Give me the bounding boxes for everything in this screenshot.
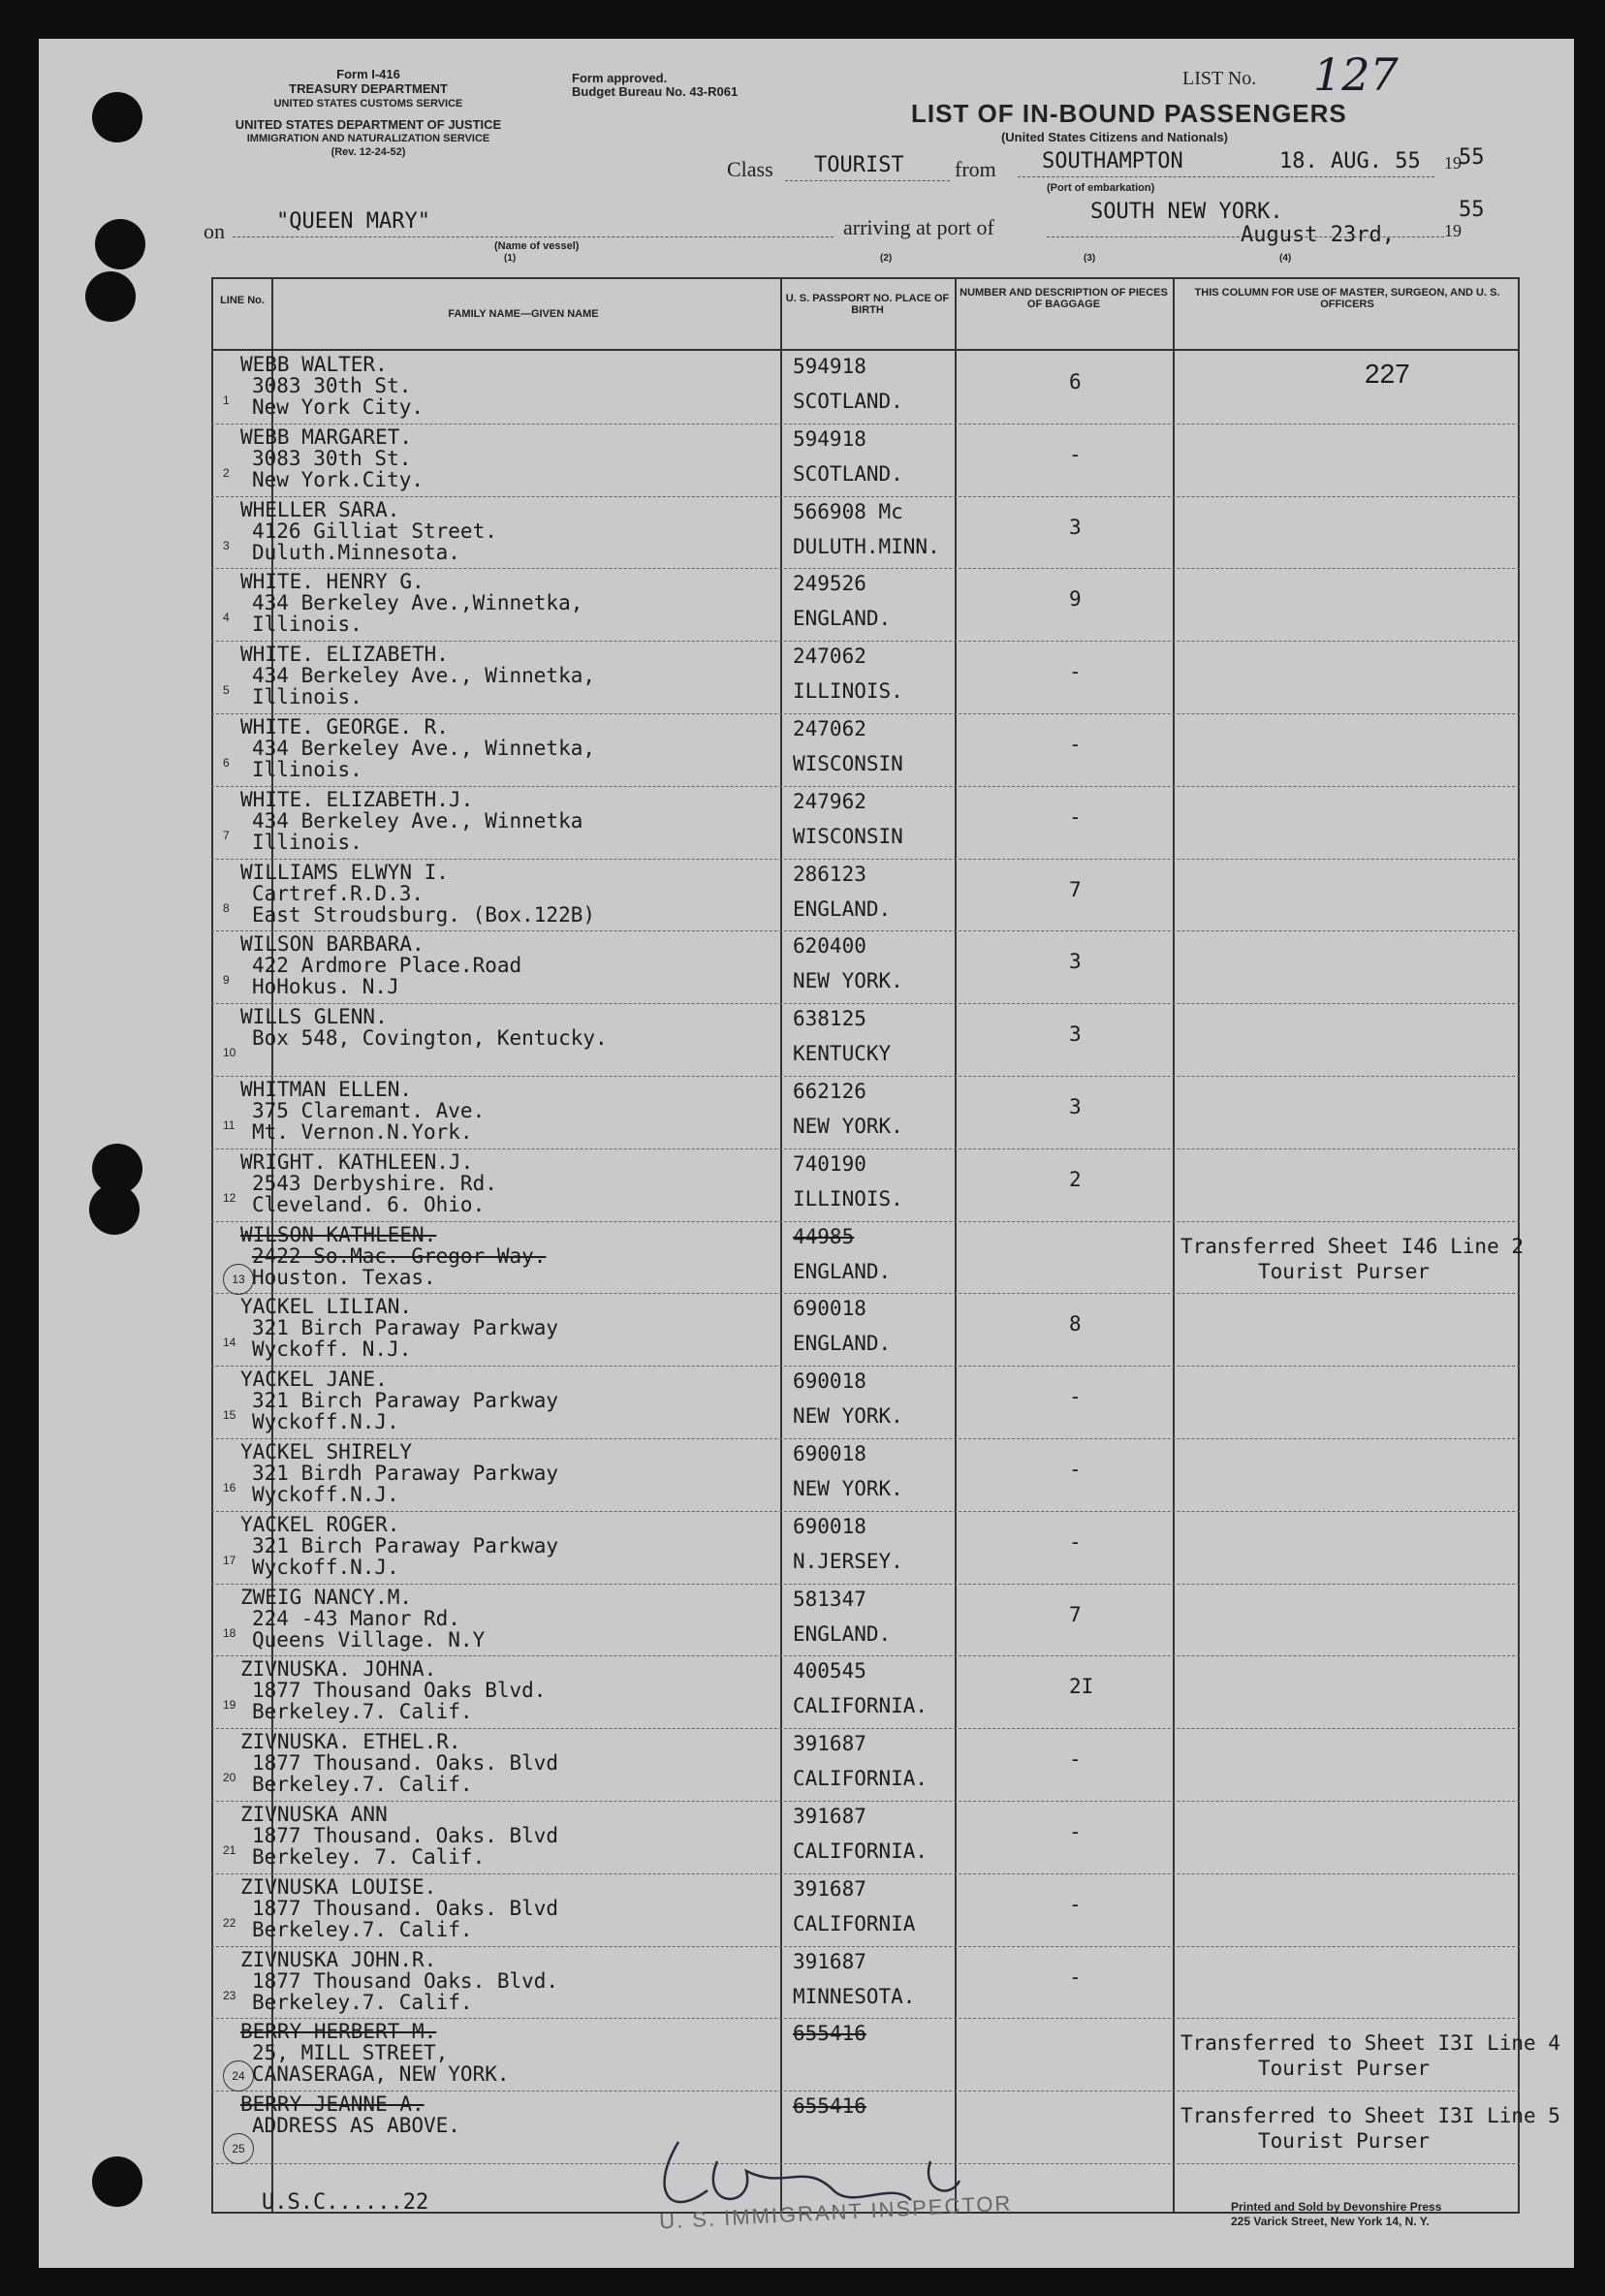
passenger-name: WILLIAMS ELWYN I. (240, 860, 449, 884)
passport-number: 638125 (793, 1007, 866, 1031)
passenger-name: WHITE. HENRY G. (240, 570, 425, 594)
line-number: 24 (223, 2060, 254, 2092)
baggage-count: 9 (1069, 587, 1082, 612)
year-value: 55 (1459, 145, 1485, 170)
embarkation-note: (Port of embarkation) (1047, 182, 1155, 194)
address-line-1: 25, MILL STREET, (252, 2041, 449, 2065)
baggage-count: - (1069, 1965, 1082, 1989)
table-row (211, 2018, 1560, 2092)
line-number: 16 (223, 1481, 236, 1494)
place-of-birth: N.JERSEY. (793, 1549, 903, 1573)
baggage-count: 2I (1069, 1675, 1094, 1699)
passport-number: 566908 Mc (793, 499, 903, 523)
col-num-4: (4) (1279, 253, 1292, 264)
address-line-2: New York City. (252, 395, 425, 419)
passenger-name: YACKEL LILIAN. (240, 1295, 413, 1319)
line-number: 12 (223, 1190, 236, 1205)
passport-number: 286123 (793, 862, 866, 886)
place-of-birth: ENGLAND. (793, 1259, 892, 1283)
address-line-2: Illinois. (252, 613, 362, 637)
line-number: 7 (223, 828, 230, 842)
table-row (211, 641, 1520, 714)
passenger-name: WHITE. GEORGE. R. (240, 715, 449, 739)
line-number: 13 (223, 1264, 254, 1295)
place-of-birth: ENGLAND. (793, 1332, 892, 1356)
officer-note: Transferred to Sheet I3I Line 4 (1180, 2031, 1560, 2056)
passenger-name: ZIVNUSKA. JOHNA. (240, 1657, 437, 1682)
from-value: SOUTHAMPTON (1042, 149, 1183, 173)
line-number: 9 (223, 973, 230, 988)
line-number: 1 (223, 393, 230, 407)
line-number: 23 (223, 1988, 236, 2002)
address-line-2: Illinois. (252, 830, 362, 854)
address-line-2: Queens Village. N.Y (252, 1627, 486, 1651)
printer-line-1: Printed and Sold by Devonshire Press (1231, 2200, 1442, 2214)
place-of-birth: DULUTH.MINN. (793, 534, 940, 558)
passport-number: 391687 (793, 1805, 866, 1828)
printer-line-2: 225 Varick Street, New York 14, N. Y. (1231, 2215, 1430, 2228)
passport-number: 655416 (793, 2094, 866, 2119)
table-row (211, 1003, 1520, 1077)
passenger-name: BERRY HERBERT M. (240, 2020, 437, 2044)
col-header-name: FAMILY NAME—GIVEN NAME (448, 308, 599, 320)
baggage-count: - (1069, 733, 1082, 756)
passport-number: 655416 (793, 2022, 866, 2046)
address-line-1: 2543 Derbyshire. Rd. (252, 1171, 497, 1195)
col-num-1: (1) (504, 253, 517, 264)
place-of-birth: CALIFORNIA. (793, 1767, 928, 1791)
passenger-name: WILSON BARBARA. (240, 932, 425, 957)
line-number: 21 (223, 1843, 236, 1857)
passenger-name: WILSON KATHLEEN. (240, 1222, 437, 1246)
table-row (211, 1655, 1520, 1729)
officer-note-2: Tourist Purser (1258, 1259, 1431, 1283)
class-label: Class (727, 157, 773, 181)
address-line-1: Cartref.R.D.3. (252, 881, 425, 905)
passenger-name: BERRY JEANNE A. (240, 2092, 425, 2117)
place-of-birth: ENGLAND. (793, 896, 892, 921)
table-row (211, 1366, 1520, 1439)
passport-number: 391687 (793, 1949, 866, 1973)
table-row (211, 1728, 1520, 1802)
date-value: 18. AUG. 55 (1279, 149, 1421, 173)
place-of-birth: MINNESOTA. (793, 1984, 916, 2008)
address-line-2: Berkeley.7. Calif. (252, 1700, 473, 1724)
col-header-officers: THIS COLUMN FOR USE OF MASTER, SURGEON, AND U. S. OFFICERS (1194, 287, 1500, 310)
col-header-line: LINE No. (220, 295, 265, 306)
table-row (211, 1801, 1520, 1874)
baggage-count: 3 (1069, 1022, 1082, 1047)
address-line-2: East Stroudsburg. (Box.122B) (252, 902, 596, 927)
baggage-count: - (1069, 1747, 1082, 1772)
manifest-page (39, 39, 1574, 2268)
place-of-birth: SCOTLAND. (793, 461, 903, 486)
passport-number: 690018 (793, 1514, 866, 1538)
vessel-name: "QUEEN MARY" (276, 209, 430, 234)
address-line-1: 321 Birdh Paraway Parkway (252, 1462, 559, 1485)
line-number: 11 (223, 1118, 236, 1132)
address-line-2: Wyckoff.N.J. (252, 1410, 399, 1434)
officer-note: Transferred Sheet I46 Line 2 (1180, 1234, 1525, 1258)
address-line-1: 1877 Thousand. Oaks. Blvd (252, 1896, 559, 1920)
baggage-count: 3 (1069, 950, 1082, 974)
place-of-birth: KENTUCKY (793, 1042, 892, 1066)
binder-hole (92, 2156, 142, 2207)
justice-dept: UNITED STATES DEPARTMENT OF JUSTICE (235, 117, 502, 132)
place-of-birth: CALIFORNIA. (793, 1840, 928, 1863)
inspector-stamp: U. S. IMMIGRANT INSPECTOR (658, 2190, 1013, 2234)
passenger-name: WHITE. ELIZABETH. (240, 643, 449, 667)
passenger-name: YACKEL JANE. (240, 1368, 388, 1392)
arrival-date: August 23rd, (1241, 223, 1395, 247)
col-header-passport: U. S. PASSPORT NO. PLACE OF BIRTH (785, 293, 950, 316)
list-no-label: LIST No. (1182, 68, 1257, 89)
line-number: 10 (223, 1046, 236, 1060)
passport-number: 690018 (793, 1297, 866, 1321)
address-line-1: 375 Claremant. Ave. (252, 1099, 486, 1122)
address-line-1: 1877 Thousand Oaks. Blvd. (252, 1968, 559, 1993)
class-value: TOURIST (814, 153, 904, 177)
table-row (211, 1511, 1520, 1585)
line-number: 19 (223, 1698, 236, 1713)
address-line-1: 434 Berkeley Ave.,Winnetka, (252, 591, 583, 615)
line-number: 22 (223, 1915, 236, 1930)
address-line-2: Illinois. (252, 685, 362, 709)
line-number: 14 (223, 1336, 236, 1350)
line-number: 8 (223, 900, 230, 915)
address-line-2: Berkeley.7. Calif. (252, 1990, 473, 2014)
place-of-birth: NEW YORK. (793, 1404, 903, 1429)
address-line-2: New York.City. (252, 467, 425, 491)
passenger-name: YACKEL SHIRELY (240, 1440, 413, 1463)
address-line-2: Illinois. (252, 758, 362, 781)
passenger-name: WEBB MARGARET. (240, 425, 413, 449)
line-number: 6 (223, 756, 230, 770)
baggage-count: 6 (1069, 370, 1082, 393)
baggage-count: - (1069, 1385, 1082, 1409)
binder-hole (95, 219, 145, 269)
arriving-label: arriving at port of (843, 215, 994, 239)
list-no-value: 127 (1313, 48, 1399, 101)
address-line-1: 1877 Thousand. Oaks. Blvd (252, 1824, 559, 1847)
treasury-dept: TREASURY DEPARTMENT (289, 81, 448, 96)
line-number: 17 (223, 1553, 236, 1567)
address-line-2: Berkeley.7. Calif. (252, 1917, 473, 1941)
place-of-birth: WISCONSIN (793, 752, 903, 775)
passport-number: 44985 (793, 1224, 855, 1248)
address-line-1: 3083 30th St. (252, 374, 412, 397)
page-subtitle: (United States Citizens and Nationals) (1000, 130, 1229, 144)
baggage-count: - (1069, 1892, 1082, 1916)
year-prefix-2: 19 (1444, 221, 1462, 240)
address-line-1: 1877 Thousand Oaks Blvd. (252, 1679, 547, 1703)
table-row (211, 568, 1520, 642)
passport-number: 594918 (793, 355, 866, 378)
address-line-1: 434 Berkeley Ave., Winnetka, (252, 737, 596, 760)
passport-number: 247962 (793, 789, 866, 813)
year-prefix: 19 (1444, 153, 1462, 173)
table-row (211, 713, 1520, 787)
passenger-name: YACKEL ROGER. (240, 1512, 400, 1536)
address-line-2: Wyckoff.N.J. (252, 1483, 399, 1506)
passenger-name: ZIVNUSKA. ETHEL.R. (240, 1730, 461, 1754)
address-line-1: 321 Birch Paraway Parkway (252, 1389, 559, 1413)
place-of-birth: CALIFORNIA. (793, 1694, 928, 1718)
place-of-birth: ENGLAND. (793, 607, 892, 631)
address-line-1: 224 -43 Manor Rd. (252, 1606, 460, 1630)
passport-number: 620400 (793, 934, 866, 959)
address-line-1: 434 Berkeley Ave., Winnetka, (252, 664, 596, 688)
address-line-1: 2422 So.Mac. Gregor Way. (252, 1243, 547, 1268)
address-line-1: 321 Birch Paraway Parkway (252, 1316, 559, 1340)
binder-hole (89, 1184, 140, 1235)
ins-service: IMMIGRATION AND NATURALIZATION SERVICE (246, 133, 490, 144)
table-row (211, 1946, 1520, 2020)
baggage-count: - (1069, 1529, 1082, 1554)
baggage-count: 8 (1069, 1312, 1082, 1337)
form-approved: Form approved. (572, 71, 668, 85)
address-line-1: 3083 30th St. (252, 446, 412, 470)
passenger-name: WHELLER SARA. (240, 497, 400, 521)
address-line-2: Wyckoff.N.J. (252, 1555, 399, 1579)
passenger-name: ZIVNUSKA ANN (240, 1803, 388, 1826)
place-of-birth: WISCONSIN (793, 824, 903, 848)
usc-number: U.S.C......22 (262, 2190, 429, 2215)
passport-number: 247062 (793, 717, 866, 740)
passport-number: 391687 (793, 1876, 866, 1901)
baggage-count: 7 (1069, 877, 1082, 901)
budget-bureau: Budget Bureau No. 43-R061 (572, 84, 739, 99)
passenger-name: ZIVNUSKA JOHN.R. (240, 1947, 437, 1971)
address-line-1: 321 Birch Paraway Parkway (252, 1533, 559, 1557)
table-row (211, 1221, 1525, 1295)
revision: (Rev. 12-24-52) (330, 146, 406, 158)
place-of-birth: ILLINOIS. (793, 679, 903, 704)
col-num-3: (3) (1084, 253, 1096, 264)
binder-hole (92, 92, 142, 142)
address-line-2: CANASERAGA, NEW YORK. (252, 2062, 510, 2087)
passenger-name: ZWEIG NANCY.M. (240, 1585, 413, 1609)
place-of-birth: NEW YORK. (793, 1115, 903, 1138)
passenger-name: WILLS GLENN. (240, 1005, 388, 1029)
address-line-2: Mt. Vernon.N.York. (252, 1120, 473, 1144)
inspector-signature (640, 2123, 989, 2229)
baggage-count: 3 (1069, 515, 1082, 539)
line-number: 5 (223, 683, 230, 698)
address-line-2: Berkeley. 7. Calif. (252, 1845, 486, 1869)
address-line-2: Wyckoff. N.J. (252, 1337, 412, 1362)
table-row (211, 1076, 1520, 1149)
table-row (211, 859, 1520, 932)
customs-service: UNITED STATES CUSTOMS SERVICE (273, 98, 463, 110)
line-number: 20 (223, 1771, 236, 1785)
baggage-count: - (1069, 660, 1082, 684)
passport-number: 662126 (793, 1080, 866, 1103)
passport-number: 249526 (793, 572, 866, 596)
table-row (211, 930, 1520, 1004)
table-row (211, 1438, 1520, 1512)
line-number: 18 (223, 1625, 236, 1640)
address-line-1: 1877 Thousand. Oaks. Blvd (252, 1751, 559, 1776)
table-row (211, 786, 1520, 860)
place-of-birth: ENGLAND. (793, 1621, 892, 1646)
line-number: 15 (223, 1408, 236, 1423)
place-of-birth: CALIFORNIA (793, 1911, 916, 1935)
baggage-count: 3 (1069, 1095, 1082, 1118)
passenger-name: WHITE. ELIZABETH.J. (240, 787, 474, 811)
baggage-count: 7 (1069, 1602, 1082, 1626)
passport-number: 690018 (793, 1442, 866, 1465)
baggage-count: - (1069, 1458, 1082, 1481)
table-row (211, 1148, 1520, 1222)
on-label: on (204, 219, 225, 243)
passport-number: 690018 (793, 1369, 866, 1394)
officer-note: Transferred to Sheet I3I Line 5 (1180, 2104, 1560, 2128)
address-line-1: 4126 Gilliat Street. (252, 519, 497, 543)
passport-number: 247062 (793, 645, 866, 669)
col-num-2: (2) (880, 253, 893, 264)
table-row (211, 1293, 1520, 1367)
vessel-note: (Name of vessel) (494, 240, 580, 252)
passenger-name: WEBB WALTER. (240, 353, 388, 376)
from-label: from (955, 157, 996, 181)
place-of-birth: ILLINOIS. (793, 1186, 903, 1211)
baggage-count: 2 (1069, 1167, 1082, 1191)
passenger-name: ZIVNUSKA LOUISE. (240, 1874, 437, 1899)
address-line-2: Duluth.Minnesota. (252, 540, 460, 564)
baggage-count: - (1069, 804, 1082, 829)
table-row (211, 424, 1520, 497)
binder-hole (85, 271, 136, 322)
passport-number: 400545 (793, 1659, 866, 1683)
officer-note: 227 (1365, 359, 1410, 389)
line-number: 25 (223, 2133, 254, 2164)
line-number: 3 (223, 538, 230, 552)
place-of-birth: NEW YORK. (793, 1477, 903, 1500)
passport-number: 594918 (793, 426, 866, 451)
address-line-1: 434 Berkeley Ave., Winnetka (252, 808, 583, 833)
page-title: LIST OF IN-BOUND PASSENGERS (911, 99, 1347, 128)
passport-number: 740190 (793, 1151, 866, 1176)
baggage-count: - (1069, 442, 1082, 466)
address-line-1: Box 548, Covington, Kentucky. (252, 1026, 608, 1051)
address-line-1: 422 Ardmore Place.Road (252, 954, 522, 978)
place-of-birth: NEW YORK. (793, 969, 903, 993)
address-line-2: Houston. Texas. (252, 1265, 436, 1289)
table-row (211, 496, 1520, 570)
year-value-2: 55 (1459, 198, 1485, 222)
table-row (211, 1873, 1520, 1947)
address-line-2: Berkeley.7. Calif. (252, 1773, 473, 1797)
line-number: 2 (223, 465, 230, 480)
arrival-port: SOUTH NEW YORK. (1090, 200, 1283, 224)
address-line-2: Cleveland. 6. Ohio. (252, 1192, 486, 1216)
table-row (211, 1584, 1520, 1657)
address-line-2: HoHokus. N.J (252, 975, 399, 999)
place-of-birth: SCOTLAND. (793, 390, 903, 413)
officer-note-2: Tourist Purser (1258, 2057, 1431, 2081)
officer-note-2: Tourist Purser (1258, 2129, 1431, 2154)
form-number: Form I-416 (336, 67, 400, 81)
table-row (211, 351, 1520, 425)
col-header-baggage: NUMBER AND DESCRIPTION OF PIECES OF BAGGAGE (960, 287, 1168, 310)
passenger-name: WRIGHT. KATHLEEN.J. (240, 1149, 474, 1174)
address-line-1: ADDRESS AS ABOVE. (252, 2114, 460, 2138)
passenger-name: WHITMAN ELLEN. (240, 1078, 413, 1101)
line-number: 4 (223, 611, 230, 625)
baggage-count: - (1069, 1820, 1082, 1843)
passport-number: 581347 (793, 1587, 866, 1611)
passport-number: 391687 (793, 1732, 866, 1756)
